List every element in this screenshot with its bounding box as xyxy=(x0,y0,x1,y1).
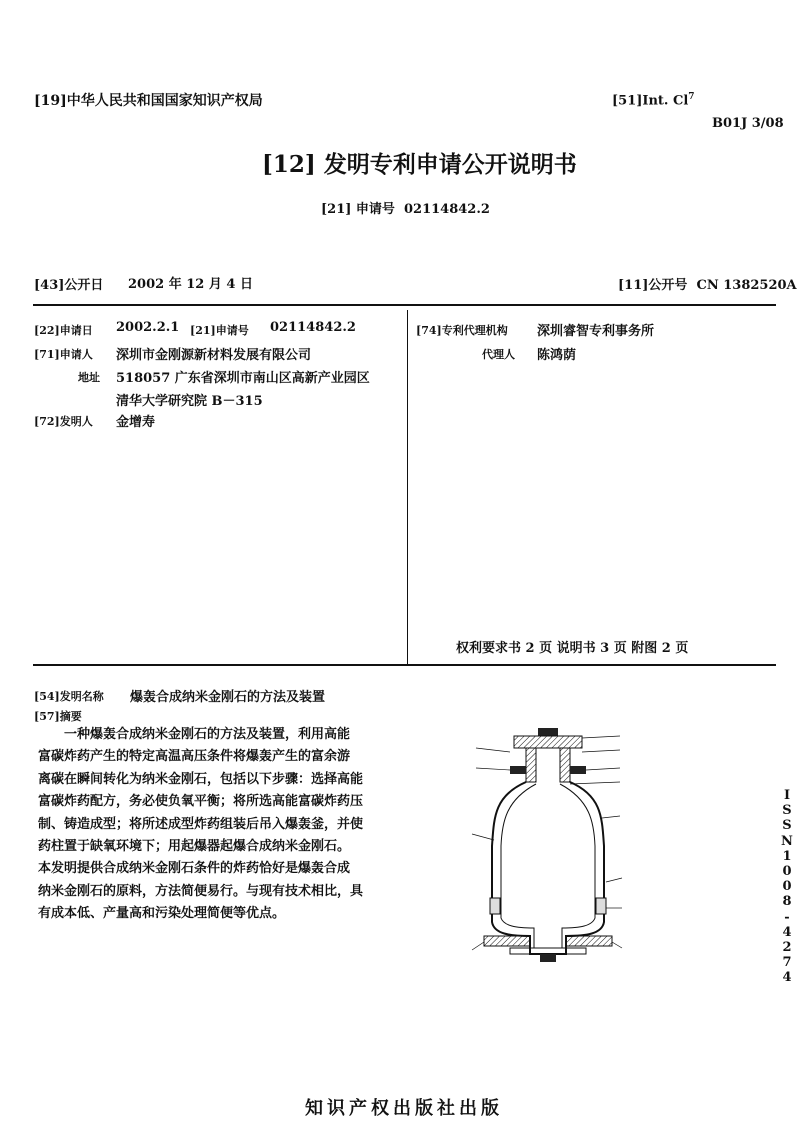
left-valve xyxy=(510,766,526,774)
pub-no-value: CN 1382520A xyxy=(696,278,797,293)
int-cl-label xyxy=(612,92,695,108)
neck-right xyxy=(560,748,570,782)
top-flange xyxy=(514,736,582,748)
inventor-label: [72]发明人 xyxy=(34,415,93,428)
abstract-line: 离碳在瞬间转化为纳米金刚石，包括以下步骤：选择高能 xyxy=(38,771,364,787)
agency-label: [74]专利代理机构 xyxy=(416,324,508,337)
publisher-footer: 知识产权出版社出版 xyxy=(305,1098,503,1119)
abstract-line: 富碳炸药产生的特定高温高压条件将爆轰产生的富余游 xyxy=(38,749,351,765)
app-no-value: 02114842.2 xyxy=(403,202,490,217)
application-number-label xyxy=(321,198,490,217)
leader-line xyxy=(582,750,620,752)
app-number-label-2: [21]申请号 xyxy=(190,324,249,337)
agent-label: 代理人 xyxy=(482,348,515,361)
page-counts: 权利要求书 2 页 说明书 3 页 附图 2 页 xyxy=(456,641,689,656)
leader-line xyxy=(612,942,622,948)
leader-line xyxy=(476,748,510,752)
pub-date: 2002 年 12 月 4 日 xyxy=(128,277,253,292)
int-cl-code: B01J 3/08 xyxy=(712,116,784,131)
base-left xyxy=(484,936,530,946)
leader-line xyxy=(586,768,620,770)
int-cl-text: [51]Int. Cl xyxy=(612,93,689,109)
app-no-label: [21] 申请号 xyxy=(321,202,395,217)
filing-date: 2002.2.1 xyxy=(116,320,180,335)
abstract-line: 制、铸造成型；将所述成型炸药组装后吊入爆轰釜，并使 xyxy=(38,816,364,832)
top-rule xyxy=(33,304,776,306)
column-divider xyxy=(407,310,408,664)
invention-title-label: [54]发明名称 xyxy=(34,690,104,703)
agent: 陈鸿荫 xyxy=(537,348,577,363)
pub-no-label: [11]公开号 xyxy=(618,278,688,293)
leader-line xyxy=(606,878,622,882)
vessel-shell-outer xyxy=(492,782,604,954)
abstract-line: 纳米金刚石的原料，方法简便易行。与现有技术相比，具 xyxy=(38,883,364,899)
abstract-line: 本发明提供合成纳米金刚石条件的炸药恰好是爆轰合成 xyxy=(38,861,351,877)
agency: 深圳睿智专利事务所 xyxy=(537,324,655,339)
top-bolt xyxy=(538,728,558,736)
leader-line xyxy=(472,942,484,950)
address-label: 地址 xyxy=(78,371,100,384)
abstract-line: 富碳炸药配方，务必使负氧平衡；将所选高能富碳炸药压 xyxy=(38,794,364,810)
int-cl-edition: 7 xyxy=(688,92,695,102)
abstract-label: [57]摘要 xyxy=(34,710,82,723)
invention-title: 爆轰合成纳米金刚石的方法及装置 xyxy=(130,690,326,705)
document-type-title: [12] 发明专利申请公开说明书 xyxy=(262,151,577,178)
issn-vertical: ISSN1008-4274 xyxy=(781,788,793,986)
applicant-label: [71]申请人 xyxy=(34,348,93,361)
address-line-2: 清华大学研究院 B－315 xyxy=(116,394,263,409)
abstract-line: 药柱置于缺氧环境下；用起爆器起爆合成纳米金刚石。 xyxy=(38,839,351,855)
left-bracket xyxy=(490,898,500,914)
abstract-line: 一种爆轰合成纳米金刚石的方法及装置，利用高能 xyxy=(64,727,351,742)
right-valve xyxy=(570,766,586,774)
base-right xyxy=(566,936,612,946)
leader-line xyxy=(570,782,620,784)
filing-date-label: [22]申请日 xyxy=(34,324,93,337)
leader-line xyxy=(472,834,494,840)
bottom-rule xyxy=(33,664,776,666)
app-number-2: 02114842.2 xyxy=(270,320,356,335)
address-line-1: 518057 广东省深圳市南山区高新产业园区 xyxy=(116,371,370,386)
detonation-vessel-drawing xyxy=(470,722,660,974)
pub-date-label: [43]公开日 xyxy=(34,278,104,293)
leader-line xyxy=(582,736,620,738)
abstract-body xyxy=(38,724,363,926)
pub-number xyxy=(618,274,797,293)
vessel-shell-inner xyxy=(501,784,595,948)
issuing-office: [19]中华人民共和国国家知识产权局 xyxy=(34,93,263,109)
right-bracket xyxy=(596,898,606,914)
leader-line xyxy=(602,816,620,818)
leader-line xyxy=(476,768,510,770)
inventor: 金增寿 xyxy=(116,415,156,430)
neck-left xyxy=(526,748,536,782)
abstract-line: 有成本低、产量高和污染处理简便等优点。 xyxy=(38,906,286,922)
applicant: 深圳市金刚源新材料发展有限公司 xyxy=(116,348,312,363)
bottom-bolt xyxy=(540,954,556,962)
